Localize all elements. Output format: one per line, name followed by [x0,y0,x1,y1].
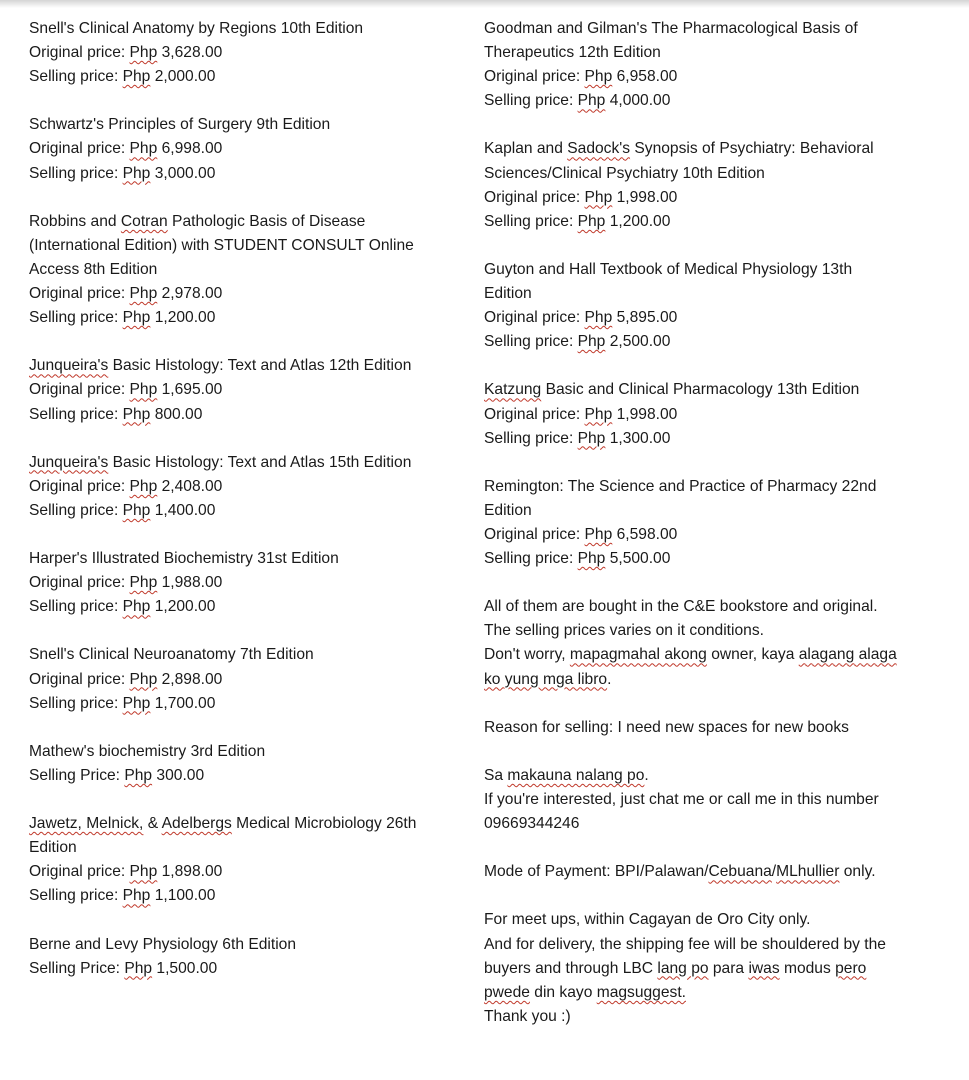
payment-line [484,860,944,884]
right-column [484,17,944,1053]
currency: Php [584,68,613,86]
original-price-label: Original price: [29,670,130,688]
title-part: Kaplan and [484,140,568,158]
title-part: Pathologic Basis of Disease [167,212,366,230]
selling-price-amount: 1,200.00 [150,598,216,616]
currency: Php [584,525,613,543]
text-part: MLhullier [776,863,840,881]
selling-price-amount: 2,500.00 [605,333,671,351]
book-title: Mathew's biochemistry 3rd Edition [29,742,266,760]
text-part: Sa [484,766,508,784]
original-price-amount: 1,898.00 [157,863,223,881]
selling-price-amount: 1,400.00 [150,501,216,519]
original-price-label: Original price: [29,140,130,158]
currency: Php [124,766,153,784]
original-price [29,475,469,499]
book-listing [484,258,944,354]
currency: Php [577,92,606,110]
original-price-amount: 2,898.00 [157,670,223,688]
book-title [29,812,469,836]
prices-line: The selling prices varies on it conditions. [484,622,764,640]
selling-price [484,427,944,451]
title-part: Synopsis of Psychiatry: Behavioral [630,140,874,158]
currency: Php [122,887,151,905]
selling-price [484,547,944,571]
phone-number: 09669344246 [484,815,580,833]
title-part: Robbins and [29,212,121,230]
text-part: Don't worry, [484,646,570,664]
original-price-amount: 1,998.00 [612,405,678,423]
book-title: Snell's Clinical Neuroanatomy 7th Edition [29,646,314,664]
reason-line: Reason for selling: I need new spaces for new books [484,718,849,736]
original-price-label: Original price: [29,477,130,495]
currency: Php [129,574,158,592]
selling-price [29,957,469,981]
book-title [29,210,469,234]
book-listing [29,933,469,981]
title-part: Basic and Clinical Pharmacology 13th Edition [541,381,860,399]
selling-price-amount: 800.00 [150,405,203,423]
delivery-line-3 [484,981,944,1005]
book-listing [484,475,944,571]
selling-price-amount: 1,200.00 [150,309,216,327]
selling-price-label: Selling price: [29,501,123,519]
selling-price [29,692,469,716]
selling-price-amount: 1,200.00 [605,212,671,230]
text-part: / [771,863,777,881]
bought-line: All of them are bought in the C&E bookstore and original. [484,598,878,616]
original-price-amount: 6,958.00 [612,68,678,86]
original-price-amount: 6,598.00 [612,525,678,543]
original-price [29,571,469,595]
text-part: pero [835,959,867,977]
book-listing [29,17,469,89]
currency: Php [129,140,158,158]
text-part: din kayo [529,983,597,1001]
currency: Php [584,309,613,327]
delivery-line: And for delivery, the shipping fee will be shouldered by the [484,935,886,953]
book-title-line: Therapeutics 12th Edition [484,44,661,62]
original-price-label: Original price: [29,381,130,399]
original-price-label: Original price: [29,44,130,62]
currency: Php [129,670,158,688]
book-title: Berne and Levy Physiology 6th Edition [29,935,296,953]
selling-price-label: Selling price: [29,164,123,182]
original-price-amount: 1,998.00 [612,188,678,206]
original-price [484,523,944,547]
original-price-amount: 2,408.00 [157,477,223,495]
original-price-amount: 1,695.00 [157,381,223,399]
worry-line-2 [484,668,944,692]
text-part: owner, kaya [706,646,799,664]
text-part: para [708,959,749,977]
book-title [484,378,944,402]
currency: Php [122,405,151,423]
book-listing [29,210,469,330]
book-title: Remington: The Science and Practice of Pharmacy 22nd [484,477,877,495]
selling-price [29,764,469,788]
original-price [484,186,944,210]
thanks-line: Thank you :) [484,1007,571,1025]
selling-price [484,210,944,234]
interested-line: If you're interested, just chat me or call me in this number [484,791,879,808]
selling-price-amount: 4,000.00 [605,92,671,110]
delivery-note [484,908,944,1028]
text-part: iwas [748,959,780,977]
original-price-amount: 5,895.00 [612,309,678,327]
book-title-line: Access 8th Edition [29,260,158,278]
selling-price-label: Selling price: [484,429,578,447]
worry-line [484,643,944,667]
original-price-label: Original price: [484,309,585,327]
currency: Php [122,694,151,712]
selling-price-label: Selling price: [29,598,123,616]
selling-price-amount: 2,000.00 [150,68,216,86]
selling-price-label: Selling price: [484,92,578,110]
text-part: ko yung mga libro [484,670,608,688]
original-price [484,65,944,89]
book-listing [29,113,469,185]
currency: Php [129,863,158,881]
selling-price-label: Selling price: [484,212,578,230]
text-part: buyers and through LBC [484,959,658,977]
book-title: Snell's Clinical Anatomy by Regions 10th Edition [29,20,364,37]
book-listing [29,643,469,715]
currency: Php [577,333,606,351]
text-part: lang po [657,959,709,977]
text-part: mapagmahal akong [569,646,707,664]
original-price [29,668,469,692]
book-title-line: Edition [484,285,532,303]
selling-price [29,403,469,427]
selling-price-label: Selling price: [29,694,123,712]
selling-price [29,499,469,523]
book-title: Goodman and Gilman's The Pharmacological Basis of [484,20,858,37]
original-price-label: Original price: [484,188,585,206]
contact-note [484,764,944,836]
currency: Php [129,477,158,495]
currency: Php [124,959,153,977]
title-part: Medical Microbiology 26th [231,815,417,833]
text-part: Mode of Payment: BPI/Palawan/ [484,863,709,881]
selling-price-label: Selling price: [484,333,578,351]
book-title-line: Sciences/Clinical Psychiatry 10th Edition [484,164,765,182]
book-listing [29,812,469,908]
original-price-label: Original price: [29,863,130,881]
selling-price-amount: 1,500.00 [152,959,218,977]
text-part: modus [779,959,836,977]
original-price [29,137,469,161]
selling-price [484,89,944,113]
selling-price-label: Selling price: [484,550,578,568]
selling-price [29,884,469,908]
title-part: Sadock's [567,140,631,158]
title-part: & [143,815,162,833]
original-price [29,378,469,402]
condition-note [484,595,944,691]
reason-note [484,716,944,740]
book-listing [29,451,469,523]
left-column [29,17,469,1005]
book-title: Schwartz's Principles of Surgery 9th Edition [29,116,331,134]
currency: Php [577,429,606,447]
book-title [484,137,944,161]
sa-line [484,764,944,788]
original-price [484,306,944,330]
selling-price-label: Selling Price: [29,959,125,977]
original-price-label: Original price: [484,68,585,86]
currency: Php [584,188,613,206]
title-part: Cotran [120,212,168,230]
text-part: makauna nalang po [507,766,645,784]
book-title [29,354,469,378]
original-price-label: Original price: [484,525,585,543]
original-price-label: Original price: [29,285,130,303]
currency: Php [129,285,158,303]
title-part: Junqueira's [29,357,109,375]
title-part: Basic Histology: Text and Atlas 15th Edition [108,453,412,471]
original-price [29,41,469,65]
original-price [484,403,944,427]
currency: Php [122,598,151,616]
selling-price-amount: 3,000.00 [150,164,216,182]
original-price [29,282,469,306]
original-price [29,860,469,884]
book-listing [29,354,469,426]
selling-price [29,65,469,89]
selling-price [29,595,469,619]
selling-price [29,162,469,186]
delivery-line-2 [484,957,944,981]
title-part: Basic Histology: Text and Atlas 12th Edition [108,357,412,375]
meetups-line: For meet ups, within Cagayan de Oro City only. [484,911,811,929]
text-part: pwede [484,983,530,1001]
book-title-line: (International Edition) with STUDENT CONSULT Online [29,236,414,254]
text-part: only. [839,863,876,881]
currency: Php [122,309,151,327]
book-listing [484,137,944,233]
book-title: Guyton and Hall Textbook of Medical Physiology 13th [484,260,853,278]
selling-price-label: Selling Price: [29,766,125,784]
original-price-amount: 3,628.00 [157,44,223,62]
selling-price-label: Selling price: [29,309,123,327]
text-part: Cebuana [708,863,772,881]
book-listing [29,547,469,619]
currency: Php [584,405,613,423]
title-part: Jawetz, Melnick, [29,815,144,833]
text-part: . [644,766,649,784]
payment-note [484,860,944,884]
title-part: Katzung [484,381,542,399]
original-price-amount: 2,978.00 [157,285,223,303]
selling-price [29,306,469,330]
text-part: . [607,670,612,688]
title-part: Adelbergs [161,815,232,833]
selling-price-amount: 1,700.00 [150,694,216,712]
book-title [29,451,469,475]
title-part: Junqueira's [29,453,109,471]
currency: Php [122,501,151,519]
selling-price [484,330,944,354]
currency: Php [129,44,158,62]
currency: Php [129,381,158,399]
text-part: magsuggest. [596,983,686,1001]
currency: Php [122,164,151,182]
selling-price-amount: 1,300.00 [605,429,671,447]
text-part: alagang alaga [798,646,897,664]
selling-price-amount: 300.00 [152,766,205,784]
book-title: Harper's Illustrated Biochemistry 31st Edition [29,550,339,568]
book-listing [484,17,944,113]
selling-price-amount: 5,500.00 [605,550,671,568]
book-listing [29,740,469,788]
book-title-line: Edition [29,839,77,857]
currency: Php [577,212,606,230]
selling-price-label: Selling price: [29,887,123,905]
original-price-amount: 6,998.00 [157,140,223,158]
selling-price-label: Selling price: [29,405,123,423]
currency: Php [122,68,151,86]
original-price-label: Original price: [29,574,130,592]
original-price-amount: 1,988.00 [157,574,223,592]
original-price-label: Original price: [484,405,585,423]
selling-price-label: Selling price: [29,68,123,86]
book-title-line: Edition [484,501,532,519]
selling-price-amount: 1,100.00 [150,887,216,905]
book-listing [484,378,944,450]
currency: Php [577,550,606,568]
page-top-shadow [0,0,969,8]
